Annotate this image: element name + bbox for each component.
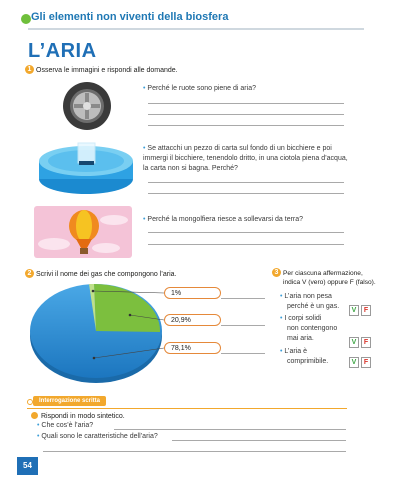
statement-2-line2: non contengono <box>287 325 338 332</box>
answer-line[interactable] <box>221 325 265 326</box>
page-number: 54 <box>17 457 38 475</box>
answer-line[interactable] <box>148 193 344 194</box>
exercise-3-instruction <box>272 268 376 287</box>
exercise-3-number: 3 <box>272 268 281 277</box>
statement-3-choices <box>347 351 371 369</box>
statement-1-line2: perché è un gas. <box>287 303 340 310</box>
pie-label-20-9[interactable] <box>164 314 221 326</box>
test-instruction-text: Rispondi in modo sintetico. <box>41 413 125 420</box>
question-2: • Se attacchi un pezzo di carta sul fondo di un bicchiere e poi immergi il bicchiere, tenendolo dritto, in una ciotola piena d’acqua, la carta non si bagna. Perché? <box>143 145 348 172</box>
answer-line[interactable] <box>148 114 344 115</box>
true-box[interactable]: V <box>349 337 359 348</box>
answer-line[interactable] <box>172 440 346 441</box>
exercise-3-instruction-line1: Per ciascuna affermazione, <box>283 270 363 277</box>
question-2-text: Se attacchi un pezzo di carta sul fondo di un bicchiere e poi immergi il bicchiere, tenendolo dritto, in una ciotola piena d’acqua, la carta non si bagna. Perché? <box>143 145 348 172</box>
statement-2-choices <box>347 331 371 349</box>
question-1-text: Perché le ruote sono piene di aria? <box>147 85 256 92</box>
pie-label-1-text: 1% <box>171 290 182 297</box>
exercise-1-number: 1 <box>25 65 34 74</box>
false-box[interactable]: F <box>361 337 371 348</box>
header-title: Gli elementi non viventi della biosfera <box>31 11 229 23</box>
answer-line[interactable] <box>43 451 346 452</box>
question-1: • Perché le ruote sono piene di aria? <box>143 85 256 92</box>
wheel-image <box>45 80 127 132</box>
statement-2-line1: I corpi solidi <box>284 315 322 322</box>
statement-1-line1: L’aria non pesa <box>284 293 332 300</box>
statement-3-line1: L’aria è <box>284 348 307 355</box>
true-box[interactable]: V <box>349 357 359 368</box>
statement-1-choices <box>347 299 371 317</box>
hot-air-balloon-image <box>34 206 132 258</box>
answer-line[interactable] <box>148 244 344 245</box>
answer-line[interactable] <box>221 298 265 299</box>
answer-line[interactable] <box>148 182 344 183</box>
pie-label-1[interactable] <box>164 287 221 299</box>
answer-line[interactable] <box>148 232 344 233</box>
test-tag: Interrogazione scritta <box>33 396 106 406</box>
test-question-1: • Che cos’è l’aria? <box>37 422 94 429</box>
false-box[interactable]: F <box>361 357 371 368</box>
exercise-2-number: 2 <box>25 269 34 278</box>
answer-line[interactable] <box>148 103 344 104</box>
false-box[interactable]: F <box>361 305 371 316</box>
pencil-icon <box>31 412 38 419</box>
statement-3: • L’aria è comprimibile. <box>280 348 329 365</box>
exercise-2-instruction-text: Scrivi il nome dei gas che compongono l’aria. <box>36 271 177 278</box>
exercise-1-instruction <box>25 65 178 74</box>
statement-1: • L’aria non pesa perché è un gas. <box>280 293 340 310</box>
statement-2: • I corpi solidi non contengono mai aria. <box>280 315 338 342</box>
exercise-3-instruction-line2: indica V (vero) oppure F (falso). <box>283 279 376 286</box>
question-3: • Perché la mongolfiera riesce a sollevarsi da terra? <box>143 216 304 223</box>
header-divider <box>28 28 364 30</box>
pie-label-20-9-text: 20,9% <box>171 317 191 324</box>
pie-label-78-1[interactable] <box>164 342 221 354</box>
test-instruction <box>31 412 125 420</box>
exercise-2-instruction <box>25 269 176 278</box>
page-title: L’ARIA <box>28 40 97 62</box>
test-question-1-text: Che cos’è l’aria? <box>41 422 94 429</box>
question-3-text: Perché la mongolfiera riesce a sollevarsi da terra? <box>147 216 304 223</box>
answer-line[interactable] <box>221 353 265 354</box>
air-composition-pie-chart <box>28 279 168 385</box>
pie-label-78-1-text: 78,1% <box>171 345 191 352</box>
answer-line[interactable] <box>148 125 344 126</box>
test-question-2-text: Quali sono le caratteristiche dell’aria? <box>41 433 158 440</box>
statement-2-line3: mai aria. <box>287 335 314 342</box>
test-divider <box>27 408 347 409</box>
statement-3-line2: comprimibile. <box>287 358 329 365</box>
chapter-badge <box>21 14 31 24</box>
test-question-2: • Quali sono le caratteristiche dell’aria? <box>37 433 158 440</box>
answer-line[interactable] <box>114 429 346 430</box>
exercise-1-instruction-text: Osserva le immagini e rispondi alle domande. <box>36 67 178 74</box>
glass-in-water-image <box>37 141 136 196</box>
true-box[interactable]: V <box>349 305 359 316</box>
